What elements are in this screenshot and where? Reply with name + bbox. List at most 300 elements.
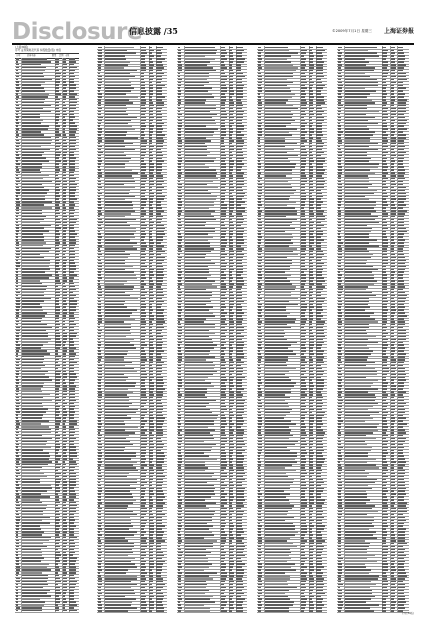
table-cell bbox=[149, 569, 152, 571]
table-cell bbox=[338, 201, 341, 203]
table-cell bbox=[63, 572, 67, 574]
table-cell bbox=[156, 131, 162, 133]
table-cell bbox=[22, 99, 45, 101]
table-cell bbox=[98, 166, 101, 168]
table-cell bbox=[105, 254, 130, 256]
table-cell bbox=[149, 531, 153, 533]
table-cell bbox=[105, 429, 126, 431]
table-cell bbox=[141, 175, 147, 177]
table-cell bbox=[258, 175, 261, 177]
table-cell bbox=[55, 499, 59, 501]
table-cell bbox=[236, 70, 241, 72]
table-cell bbox=[149, 441, 152, 443]
table-cell bbox=[258, 160, 261, 162]
table-cell bbox=[265, 233, 292, 235]
table-cell bbox=[149, 339, 154, 341]
table-cell bbox=[69, 292, 73, 294]
table-cell bbox=[265, 400, 286, 402]
table-cell bbox=[141, 610, 147, 612]
table-cell bbox=[156, 546, 161, 548]
table-cell bbox=[301, 412, 307, 414]
table-cell bbox=[98, 233, 101, 235]
table-cell bbox=[55, 260, 60, 262]
table-cell bbox=[258, 128, 263, 130]
table-cell bbox=[178, 50, 181, 52]
table-cell bbox=[221, 184, 226, 186]
table-cell bbox=[345, 90, 376, 92]
table-cell bbox=[185, 111, 211, 113]
table-cell bbox=[178, 90, 181, 92]
table-cell bbox=[309, 496, 314, 498]
table-cell bbox=[149, 178, 153, 180]
table-cell bbox=[185, 108, 217, 110]
table-cell bbox=[149, 231, 152, 233]
table-cell bbox=[22, 286, 47, 288]
table-cell bbox=[69, 429, 74, 431]
table-cell bbox=[16, 476, 19, 478]
table-cell bbox=[16, 560, 19, 562]
table-cell bbox=[265, 158, 288, 160]
table-cell bbox=[16, 312, 20, 314]
table-cell bbox=[178, 117, 181, 119]
table-cell bbox=[398, 169, 404, 171]
table-cell bbox=[185, 187, 218, 189]
table-cell bbox=[316, 485, 321, 487]
table-cell bbox=[345, 175, 368, 177]
table-cell bbox=[229, 517, 232, 519]
table-cell bbox=[301, 508, 305, 510]
table-cell bbox=[229, 245, 233, 247]
table-cell bbox=[221, 318, 226, 320]
table-cell bbox=[55, 365, 60, 367]
table-cell bbox=[178, 520, 182, 522]
table-cell bbox=[309, 134, 312, 136]
table-cell bbox=[141, 365, 145, 367]
table-cell bbox=[258, 525, 262, 527]
table-cell bbox=[63, 552, 66, 554]
table-cell bbox=[185, 423, 215, 425]
table-cell bbox=[185, 289, 206, 291]
table-cell bbox=[149, 187, 152, 189]
table-cell bbox=[316, 134, 322, 136]
table-cell bbox=[258, 181, 261, 183]
table-cell bbox=[316, 371, 323, 373]
table-cell bbox=[391, 134, 394, 136]
table-cell bbox=[55, 441, 59, 443]
table-cell bbox=[309, 549, 313, 551]
table-cell bbox=[236, 248, 243, 250]
table-cell bbox=[98, 198, 102, 200]
table-cell bbox=[229, 479, 232, 481]
table-cell bbox=[69, 233, 76, 235]
table-cell bbox=[221, 563, 226, 565]
table-cell bbox=[229, 254, 233, 256]
table-cell bbox=[98, 213, 102, 215]
table-cell bbox=[398, 87, 406, 89]
table-cell bbox=[105, 435, 129, 437]
table-cell bbox=[309, 128, 314, 130]
table-cell bbox=[258, 397, 261, 399]
table-cell bbox=[63, 268, 66, 270]
table-cell bbox=[63, 610, 67, 612]
table-cell bbox=[229, 117, 234, 119]
table-cell bbox=[178, 417, 181, 419]
table-cell bbox=[265, 479, 294, 481]
table-cell bbox=[149, 455, 153, 457]
table-cell bbox=[265, 108, 298, 110]
table-cell bbox=[236, 231, 243, 233]
table-cell bbox=[141, 228, 146, 230]
table-cell bbox=[22, 289, 46, 291]
table-cell bbox=[316, 388, 323, 390]
table-cell bbox=[178, 93, 181, 95]
table-cell bbox=[338, 193, 343, 195]
table-cell bbox=[98, 528, 102, 530]
table-cell bbox=[316, 537, 322, 539]
table-cell bbox=[156, 336, 163, 338]
table-cell bbox=[149, 55, 154, 57]
table-cell bbox=[382, 166, 388, 168]
table-cell bbox=[221, 254, 227, 256]
table-cell bbox=[55, 242, 60, 244]
table-cell bbox=[156, 435, 163, 437]
table-cell bbox=[382, 96, 386, 98]
table-cell bbox=[149, 166, 153, 168]
table-cell bbox=[309, 374, 314, 376]
table-cell bbox=[105, 166, 125, 168]
table-cell bbox=[309, 444, 312, 446]
table-cell bbox=[236, 204, 241, 206]
table-cell bbox=[105, 356, 124, 358]
table-cell bbox=[258, 257, 262, 259]
table-cell bbox=[98, 578, 102, 580]
table-cell bbox=[69, 143, 76, 145]
table-cell bbox=[258, 543, 262, 545]
table-cell bbox=[55, 181, 60, 183]
table-cell bbox=[141, 125, 146, 127]
table-cell bbox=[309, 610, 313, 612]
table-cell bbox=[221, 575, 227, 577]
table-cell bbox=[236, 85, 244, 87]
table-cell bbox=[156, 242, 161, 244]
table-cell bbox=[141, 417, 144, 419]
table-cell bbox=[156, 467, 162, 469]
table-cell bbox=[156, 493, 163, 495]
table-cell bbox=[178, 102, 181, 104]
table-cell bbox=[301, 607, 305, 609]
table-cell bbox=[316, 464, 322, 466]
table-cell bbox=[185, 219, 216, 221]
table-cell bbox=[229, 277, 232, 279]
table-cell bbox=[149, 540, 153, 542]
table-cell bbox=[63, 318, 66, 320]
table-cell bbox=[141, 216, 144, 218]
table-cell bbox=[185, 397, 207, 399]
table-cell bbox=[236, 105, 243, 107]
table-cell bbox=[105, 365, 125, 367]
table-cell bbox=[141, 263, 145, 265]
table-cell bbox=[178, 531, 181, 533]
table-cell bbox=[105, 598, 137, 600]
table-cell bbox=[55, 557, 58, 559]
table-cell bbox=[229, 444, 233, 446]
table-cell bbox=[236, 569, 244, 571]
table-cell bbox=[16, 394, 19, 396]
table-cell bbox=[221, 394, 226, 396]
table-cell bbox=[149, 90, 153, 92]
table-cell bbox=[301, 178, 307, 180]
table-cell bbox=[98, 280, 101, 282]
table-cell bbox=[391, 73, 395, 75]
table-cell bbox=[391, 96, 396, 98]
table-cell bbox=[63, 172, 66, 174]
table-cell bbox=[185, 563, 212, 565]
table-cell bbox=[309, 394, 313, 396]
table-cell bbox=[301, 377, 307, 379]
table-cell bbox=[185, 339, 212, 341]
table-cell bbox=[391, 137, 396, 139]
table-cell bbox=[16, 505, 20, 507]
table-cell bbox=[221, 458, 226, 460]
table-cell bbox=[69, 391, 75, 393]
table-cell bbox=[16, 350, 19, 352]
table-cell bbox=[98, 82, 102, 84]
table-cell bbox=[221, 420, 226, 422]
table-cell bbox=[149, 447, 154, 449]
table-cell bbox=[236, 196, 243, 198]
table-cell bbox=[105, 280, 127, 282]
table-cell bbox=[149, 502, 153, 504]
table-cell bbox=[316, 236, 321, 238]
table-cell bbox=[69, 283, 73, 285]
table-cell bbox=[258, 266, 262, 268]
table-cell bbox=[55, 432, 58, 434]
table-cell bbox=[309, 201, 314, 203]
table-cell bbox=[141, 508, 147, 510]
table-cell bbox=[301, 271, 304, 273]
table-cell bbox=[55, 373, 60, 375]
table-cell bbox=[16, 438, 20, 440]
table-cell bbox=[69, 543, 74, 545]
table-cell bbox=[105, 479, 138, 481]
table-cell bbox=[105, 216, 125, 218]
table-cell bbox=[258, 108, 262, 110]
table-cell bbox=[141, 502, 146, 504]
table-cell bbox=[22, 464, 48, 466]
table-cell bbox=[98, 140, 102, 142]
table-cell bbox=[63, 578, 67, 580]
table-cell bbox=[309, 187, 313, 189]
table-cell bbox=[63, 169, 66, 171]
table-cell bbox=[221, 423, 227, 425]
table-cell bbox=[105, 277, 137, 279]
table-cell bbox=[265, 336, 285, 338]
table-cell bbox=[149, 368, 153, 370]
table-cell bbox=[156, 417, 164, 419]
table-cell bbox=[156, 339, 162, 341]
table-cell bbox=[149, 152, 152, 154]
table-cell bbox=[156, 572, 161, 574]
table-cell bbox=[16, 554, 19, 556]
table-cell bbox=[316, 566, 324, 568]
table-cell bbox=[149, 155, 153, 157]
table-cell bbox=[98, 143, 101, 145]
table-cell bbox=[301, 485, 306, 487]
table-cell bbox=[316, 277, 324, 279]
table-cell bbox=[63, 382, 66, 384]
table-cell bbox=[221, 117, 227, 119]
table-cell bbox=[178, 435, 183, 437]
table-cell bbox=[229, 423, 234, 425]
table-cell bbox=[382, 64, 388, 66]
table-cell bbox=[141, 295, 145, 297]
table-cell bbox=[221, 158, 226, 160]
table-cell bbox=[221, 225, 225, 227]
table-cell bbox=[156, 58, 164, 60]
table-cell bbox=[265, 485, 290, 487]
table-cell bbox=[309, 318, 313, 320]
table-cell bbox=[55, 359, 58, 361]
table-cell bbox=[55, 265, 59, 267]
table-cell bbox=[149, 85, 152, 87]
table-cell bbox=[229, 511, 233, 513]
table-cell bbox=[265, 228, 296, 230]
table-cell bbox=[338, 93, 341, 95]
table-cell bbox=[141, 455, 145, 457]
table-cell bbox=[258, 505, 262, 507]
table-cell bbox=[63, 400, 65, 402]
table-cell bbox=[69, 493, 76, 495]
table-cell bbox=[265, 514, 287, 516]
table-cell bbox=[309, 558, 312, 560]
table-cell bbox=[22, 58, 47, 60]
table-cell bbox=[55, 534, 58, 536]
table-cell bbox=[301, 587, 306, 589]
table-cell bbox=[105, 260, 126, 262]
table-cell bbox=[141, 231, 145, 233]
table-cell bbox=[221, 525, 225, 527]
table-cell bbox=[265, 271, 285, 273]
table-cell bbox=[391, 120, 395, 122]
table-cell bbox=[229, 333, 233, 335]
table-cell bbox=[258, 400, 262, 402]
table-cell bbox=[229, 601, 234, 603]
table-cell bbox=[69, 87, 76, 89]
table-cell bbox=[98, 377, 102, 379]
table-cell bbox=[316, 155, 321, 157]
table-cell bbox=[98, 160, 102, 162]
table-cell bbox=[316, 575, 322, 577]
table-cell bbox=[309, 371, 312, 373]
table-cell bbox=[221, 321, 225, 323]
table-cell bbox=[156, 254, 161, 256]
table-cell bbox=[149, 537, 152, 539]
table-cell bbox=[105, 520, 132, 522]
table-cell bbox=[236, 496, 244, 498]
table-cell bbox=[98, 321, 102, 323]
table-cell bbox=[391, 85, 394, 87]
table-cell bbox=[69, 385, 76, 387]
table-cell bbox=[221, 111, 226, 113]
table-cell bbox=[55, 403, 58, 405]
table-cell bbox=[185, 444, 216, 446]
table-cell bbox=[98, 286, 101, 288]
table-cell bbox=[16, 344, 20, 346]
table-cell bbox=[69, 362, 76, 364]
table-cell bbox=[63, 546, 66, 548]
table-cell bbox=[105, 566, 137, 568]
table-cell bbox=[98, 222, 103, 224]
table-cell bbox=[156, 324, 162, 326]
table-cell bbox=[301, 137, 305, 139]
table-cell bbox=[309, 511, 313, 513]
table-cell bbox=[55, 210, 59, 212]
table-cell bbox=[22, 417, 42, 419]
table-cell bbox=[316, 590, 323, 592]
table-cell bbox=[69, 452, 76, 454]
table-cell bbox=[178, 587, 183, 589]
table-cell bbox=[316, 207, 321, 209]
table-cell bbox=[98, 242, 102, 244]
table-cell bbox=[141, 569, 145, 571]
table-cell bbox=[309, 280, 313, 282]
table-cell bbox=[149, 473, 154, 475]
table-cell bbox=[236, 596, 241, 598]
table-cell bbox=[55, 318, 58, 320]
table-cell bbox=[149, 102, 153, 104]
table-cell bbox=[265, 412, 290, 414]
table-cell bbox=[258, 385, 261, 387]
table-cell bbox=[185, 248, 214, 250]
table-cell bbox=[16, 426, 20, 428]
table-cell bbox=[301, 441, 306, 443]
table-cell bbox=[301, 496, 305, 498]
table-cell bbox=[149, 505, 153, 507]
table-cell bbox=[22, 446, 51, 448]
table-cell bbox=[221, 578, 226, 580]
table-cell bbox=[149, 593, 153, 595]
table-cell bbox=[338, 125, 341, 127]
table-cell bbox=[16, 517, 20, 519]
table-cell bbox=[178, 222, 181, 224]
table-cell bbox=[316, 514, 322, 516]
table-cell bbox=[16, 157, 20, 159]
table-cell bbox=[98, 169, 102, 171]
table-cell bbox=[55, 338, 60, 340]
table-cell bbox=[98, 210, 102, 212]
table-cell bbox=[309, 306, 314, 308]
table-cell bbox=[149, 254, 154, 256]
table-cell bbox=[301, 415, 305, 417]
table-cell bbox=[105, 558, 135, 560]
table-cell bbox=[221, 204, 227, 206]
table-cell bbox=[316, 105, 321, 107]
table-cell bbox=[265, 409, 293, 411]
table-cell bbox=[258, 461, 261, 463]
table-cell bbox=[185, 82, 209, 84]
table-cell bbox=[301, 236, 306, 238]
table-cell bbox=[178, 219, 182, 221]
table-cell bbox=[316, 581, 323, 583]
table-cell bbox=[156, 488, 162, 490]
table-row bbox=[15, 609, 79, 613]
table-cell bbox=[338, 76, 342, 78]
table-cell bbox=[98, 163, 101, 165]
table-cell bbox=[22, 408, 48, 410]
table-cell bbox=[338, 187, 342, 189]
table-cell bbox=[316, 222, 321, 224]
table-cell bbox=[391, 82, 396, 84]
